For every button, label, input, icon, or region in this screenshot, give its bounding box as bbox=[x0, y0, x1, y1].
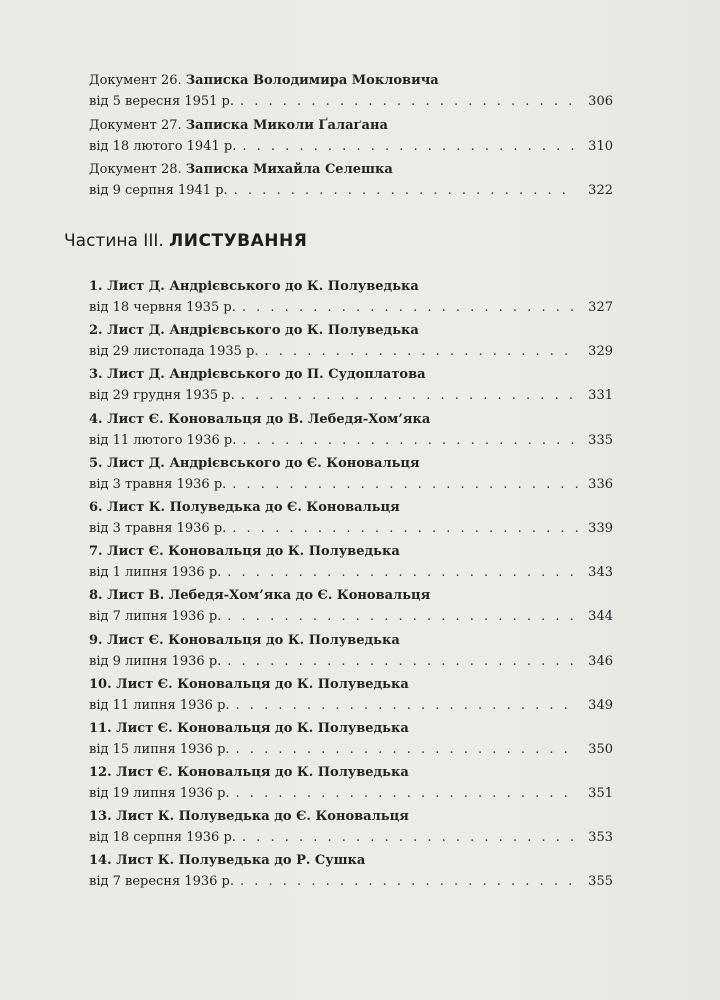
page-number: 329 bbox=[588, 344, 613, 360]
entry-heading: 7. Лист Є. Коновальця до К. Полуведька bbox=[89, 544, 400, 560]
entry-date: від 7 липня 1936 р. bbox=[89, 609, 222, 625]
page-number: 351 bbox=[588, 786, 613, 802]
entry-heading: Записка Миколи Ґалаґана bbox=[185, 117, 388, 133]
entry-date: від 18 червня 1935 р. bbox=[89, 300, 236, 315]
entry-line bbox=[89, 606, 613, 627]
entry-heading: 2. Лист Д. Андрієвського до К. Полуведька bbox=[89, 323, 419, 339]
toc-entry-letter-7[interactable] bbox=[89, 541, 613, 585]
entry-line bbox=[89, 180, 613, 201]
toc-entry-letter-9[interactable] bbox=[89, 630, 613, 674]
entry-line bbox=[89, 385, 613, 406]
entry-title bbox=[89, 541, 613, 562]
dot-leader bbox=[227, 651, 579, 672]
toc-entry-letter-14[interactable] bbox=[89, 850, 613, 894]
entry-prefix: Документ 27. bbox=[89, 117, 186, 133]
dot-leader bbox=[241, 385, 579, 406]
entry-prefix: Документ 28. bbox=[89, 162, 186, 177]
dot-leader bbox=[236, 739, 579, 760]
page-number: 343 bbox=[588, 565, 613, 581]
toc-entry-document-27[interactable] bbox=[89, 115, 613, 160]
entry-date: від 11 лютого 1936 р. bbox=[89, 432, 237, 448]
entry-title bbox=[89, 409, 613, 430]
page-number: 346 bbox=[588, 653, 613, 669]
dot-leader bbox=[240, 871, 579, 892]
entry-line bbox=[89, 297, 613, 318]
entry-title bbox=[89, 115, 613, 136]
entry-heading: 12. Лист Є. Коновальця до К. Полуведька bbox=[89, 765, 409, 781]
entry-date: від 9 липня 1936 р. bbox=[89, 653, 222, 669]
part-title: ЛИСТУВАННЯ bbox=[169, 231, 308, 251]
dot-leader bbox=[240, 91, 575, 112]
entry-heading: 8. Лист В. Лебедя-Хом’яка до Є. Коновальця bbox=[89, 588, 431, 604]
entry-prefix: Документ 26. bbox=[89, 73, 186, 88]
page-number: 331 bbox=[588, 388, 613, 404]
dot-leader bbox=[234, 180, 575, 201]
entry-date: від 29 грудня 1935 р. bbox=[89, 388, 235, 404]
entry-heading: 9. Лист Є. Коновальця до К. Полуведька bbox=[89, 632, 400, 648]
toc-entry-letter-8[interactable] bbox=[89, 585, 613, 629]
page-number: 339 bbox=[588, 520, 613, 536]
page-number: 322 bbox=[588, 183, 613, 198]
entry-heading: 3. Лист Д. Андрієвського до П. Судоплатова bbox=[89, 367, 426, 383]
toc-entry-letter-5[interactable] bbox=[89, 453, 613, 497]
entry-heading: 13. Лист К. Полуведька до Є. Коновальця bbox=[89, 809, 409, 825]
entry-line bbox=[89, 341, 613, 362]
toc-entry-letter-11[interactable] bbox=[89, 718, 613, 762]
entry-heading: 1. Лист Д. Андрієвського до К. Полуведька bbox=[89, 279, 419, 294]
part-label: Частина III. bbox=[64, 231, 170, 251]
entry-date: від 7 вересня 1936 р. bbox=[89, 874, 234, 890]
entry-date: від 3 травня 1936 р. bbox=[89, 520, 227, 536]
dot-leader bbox=[232, 474, 579, 495]
entry-heading: 4. Лист Є. Коновальця до В. Лебедя-Хом’яка bbox=[89, 411, 431, 427]
page-number: 353 bbox=[588, 830, 613, 846]
entry-heading: 5. Лист Д. Андрієвського до Є. Коновальця bbox=[89, 455, 420, 471]
entry-heading: 6. Лист К. Полуведька до Є. Коновальця bbox=[89, 499, 400, 515]
entry-date: від 1 липня 1936 р. bbox=[89, 565, 222, 581]
letters-toc bbox=[89, 276, 613, 895]
entry-date: від 18 серпня 1936 р. bbox=[89, 830, 236, 846]
entry-heading: 11. Лист Є. Коновальця до К. Полуведька bbox=[89, 720, 409, 736]
entry-line bbox=[89, 695, 613, 716]
entry-title bbox=[89, 585, 613, 606]
entry-line bbox=[89, 739, 613, 760]
documents-toc bbox=[89, 70, 613, 204]
entry-date: від 19 липня 1936 р. bbox=[89, 786, 230, 802]
entry-heading: 14. Лист К. Полуведька до Р. Сушка bbox=[89, 853, 366, 869]
toc-entry-letter-13[interactable] bbox=[89, 806, 613, 850]
entry-title bbox=[89, 159, 613, 180]
page-number: 306 bbox=[588, 94, 613, 109]
entry-line bbox=[89, 651, 613, 672]
entry-line bbox=[89, 562, 613, 583]
toc-entry-letter-12[interactable] bbox=[89, 762, 613, 806]
page-number: 310 bbox=[588, 138, 613, 154]
entry-title bbox=[89, 497, 613, 518]
entry-title bbox=[89, 762, 613, 783]
page-number: 350 bbox=[588, 741, 613, 757]
dot-leader bbox=[232, 518, 579, 539]
entry-line bbox=[89, 474, 613, 495]
page-number: 335 bbox=[588, 432, 613, 448]
entry-date: від 9 серпня 1941 р. bbox=[89, 183, 228, 198]
entry-title bbox=[89, 850, 613, 871]
entry-line bbox=[89, 871, 613, 892]
page-number: 344 bbox=[588, 609, 613, 625]
dot-leader bbox=[227, 606, 579, 627]
entry-date: від 29 листопада 1935 р. bbox=[89, 344, 259, 360]
entry-date: від 15 липня 1936 р. bbox=[89, 741, 230, 757]
entry-date: від 3 травня 1936 р. bbox=[89, 476, 227, 492]
dot-leader bbox=[236, 695, 579, 716]
toc-entry-letter-1[interactable] bbox=[89, 276, 613, 320]
entry-line bbox=[89, 430, 613, 451]
entry-line bbox=[89, 91, 613, 112]
dot-leader bbox=[242, 136, 575, 157]
entry-line bbox=[89, 518, 613, 539]
dot-leader bbox=[236, 783, 579, 804]
entry-date: від 11 липня 1936 р. bbox=[89, 697, 230, 713]
toc-entry-document-26[interactable] bbox=[89, 70, 613, 115]
entry-title bbox=[89, 70, 613, 91]
entry-title bbox=[89, 630, 613, 651]
dot-leader bbox=[242, 297, 579, 318]
toc-entry-letter-3[interactable] bbox=[89, 364, 613, 408]
entry-heading: Записка Володимира Мокловича bbox=[185, 73, 439, 88]
dot-leader bbox=[242, 827, 579, 848]
page-number: 336 bbox=[588, 476, 613, 492]
entry-title bbox=[89, 276, 613, 297]
entry-title bbox=[89, 674, 613, 695]
entry-date: від 5 вересня 1951 р. bbox=[89, 94, 234, 109]
entry-title bbox=[89, 364, 613, 385]
toc-entry-letter-4[interactable] bbox=[89, 409, 613, 453]
toc-entry-document-28[interactable] bbox=[89, 159, 613, 204]
page-number: 355 bbox=[588, 874, 613, 890]
entry-title bbox=[89, 718, 613, 739]
entry-line bbox=[89, 783, 613, 804]
toc-entry-letter-6[interactable] bbox=[89, 497, 613, 541]
toc-entry-letter-10[interactable] bbox=[89, 674, 613, 718]
entry-title bbox=[89, 453, 613, 474]
entry-date: від 18 лютого 1941 р. bbox=[89, 138, 237, 154]
entry-heading: Записка Михайла Селешка bbox=[185, 162, 393, 177]
dot-leader bbox=[242, 430, 579, 451]
page-number: 349 bbox=[588, 697, 613, 713]
entry-line bbox=[89, 827, 613, 848]
entry-heading: 10. Лист Є. Коновальця до К. Полуведька bbox=[89, 676, 409, 692]
part-heading bbox=[64, 231, 307, 251]
dot-leader bbox=[227, 562, 579, 583]
page-number: 327 bbox=[588, 300, 613, 315]
entry-title bbox=[89, 806, 613, 827]
toc-entry-letter-2[interactable] bbox=[89, 320, 613, 364]
entry-title bbox=[89, 320, 613, 341]
entry-line bbox=[89, 136, 613, 157]
dot-leader bbox=[264, 341, 579, 362]
